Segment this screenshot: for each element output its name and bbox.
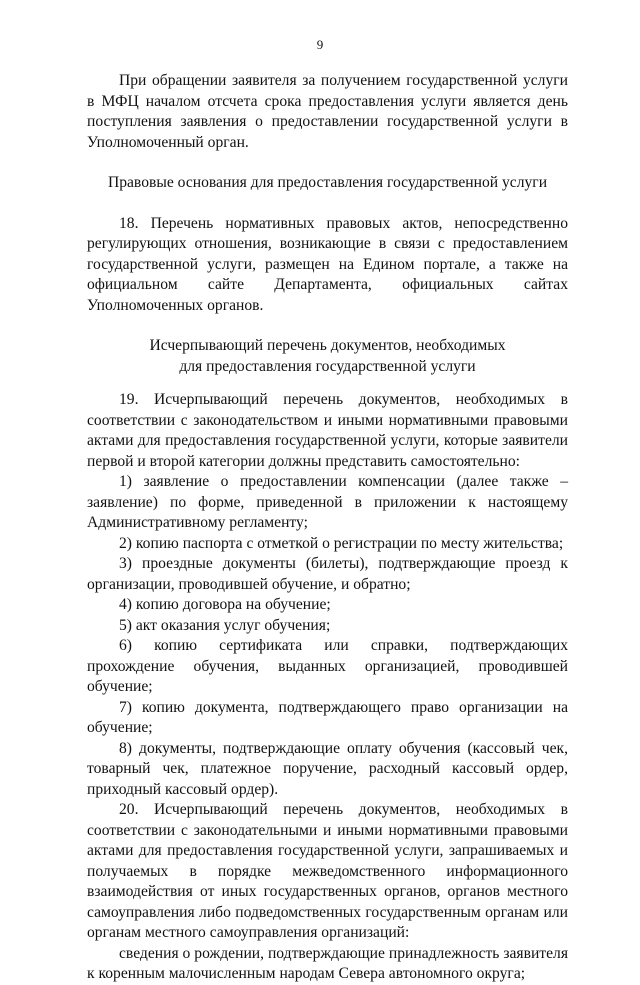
- document-body: [87, 71, 568, 985]
- list-item-8: 8) документы, подтверждающие оплату обучения (кассовый чек, товарный чек, платежное поручение, расходный кассовый ордер, приходный кассовый ордер).: [87, 739, 568, 798]
- list-item-2: 2) копию паспорта с отметкой о регистрации по месту жительства;: [119, 534, 564, 552]
- paragraph-20: 20. Исчерпывающий перечень документов, необходимых в соответствии с законодательными и иными нормативными правовыми актами для предоставления государственной услуги, запрашиваемых и получаемых в порядке межведомственного информационного взаимодействия от иных государственных органов, органов местного самоуправления либо подведомственных государственным органам или органам местного самоуправления организаций:: [87, 801, 568, 941]
- list-item-5: 5) акт оказания услуг обучения;: [119, 616, 331, 634]
- heading-documents-line2: для предоставления государственной услуги: [179, 357, 476, 375]
- list-item-6: 6) копию сертификата или справки, подтверждающих прохождение обучения, выданных организацией, проводившей обучение;: [87, 637, 568, 695]
- heading-legal-basis: Правовые основания для предоставления государственной услуги: [107, 174, 548, 191]
- paragraph-birth-info: сведения о рождении, подтверждающие принадлежность заявителя к коренным малочисленным народам Севера автономного округа;: [87, 944, 568, 982]
- page-number: 9: [316, 37, 324, 52]
- list-item-4: 4) копию договора на обучение;: [119, 596, 331, 613]
- list-item-7: 7) копию документа, подтверждающего право организации на обучение;: [87, 698, 568, 736]
- paragraph-mfc-start: При обращении заявителя за получением государственной услуги в МФЦ началом отсчета срока предоставления услуги является день поступления заявления о предоставлении государственной услуги в Уполномоченный орган.: [87, 72, 568, 151]
- list-item-1: 1) заявление о предоставлении компенсации (далее также – заявление) по форме, приведенной в приложении к настоящему Административному регламенту;: [87, 473, 568, 531]
- paragraph-19: 19. Исчерпывающий перечень документов, необходимых в соответствии с законодательством и иными нормативными правовыми актами для предоставления государственной услуги, которые заявители первой и второй категории должны представить самостоятельно:: [87, 391, 568, 470]
- list-item-3: 3) проездные документы (билеты), подтверждающие проезд к организации, проводившей обучение, и обратно;: [87, 555, 568, 593]
- heading-documents-line1: Исчерпывающий перечень документов, необходимых: [149, 337, 506, 354]
- paragraph-18: 18. Перечень нормативных правовых актов, непосредственно регулирующих отношения, возникающие в связи с предоставлением государственной услуги, размещен на Едином портале, а также на официальном сайте Департамента, официальных сайтах Уполномоченных органов.: [87, 214, 568, 314]
